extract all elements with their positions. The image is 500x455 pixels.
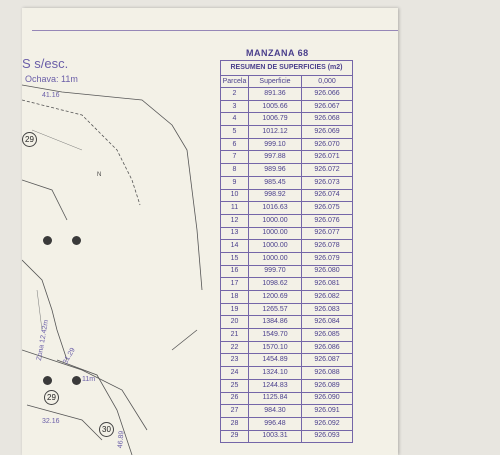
surface-cell: 999.10 — [249, 138, 302, 151]
lot-number-30: 30 — [99, 422, 114, 437]
surface-cell: 1000.00 — [249, 227, 302, 240]
table-row — [221, 189, 353, 202]
code-cell: 926.088 — [302, 367, 353, 380]
code-cell: 926.092 — [302, 417, 353, 430]
table-row — [221, 164, 353, 177]
parcel-cell: 9 — [221, 176, 249, 189]
surface-cell: 1012.12 — [249, 126, 302, 139]
surface-cell: 1005.66 — [249, 100, 302, 113]
table-row — [221, 151, 353, 164]
parcel-cell: 4 — [221, 113, 249, 126]
code-cell: 926.075 — [302, 202, 353, 215]
surface-cell: 999.70 — [249, 265, 302, 278]
table-row — [221, 417, 353, 430]
parcel-cell: 14 — [221, 240, 249, 253]
surface-cell: 1570.10 — [249, 341, 302, 354]
code-cell: 926.093 — [302, 430, 353, 443]
code-cell: 926.083 — [302, 303, 353, 316]
code-cell: 926.071 — [302, 151, 353, 164]
code-cell: 926.068 — [302, 113, 353, 126]
table-row — [221, 113, 353, 126]
parcel-cell: 23 — [221, 354, 249, 367]
parcel-cell: 6 — [221, 138, 249, 151]
parcel-cell: 27 — [221, 405, 249, 418]
parcel-cell: 16 — [221, 265, 249, 278]
surface-cell: 891.36 — [249, 88, 302, 101]
table-row — [221, 303, 353, 316]
code-cell: 926.089 — [302, 379, 353, 392]
table-row — [221, 88, 353, 101]
surface-cell: 1244.83 — [249, 379, 302, 392]
plot-map — [22, 30, 220, 455]
table-row — [221, 316, 353, 329]
parcel-cell: 13 — [221, 227, 249, 240]
code-cell: 926.077 — [302, 227, 353, 240]
surface-cell: 1125.84 — [249, 392, 302, 405]
table-heading: RESUMEN DE SUPERFICIES (m2) — [221, 61, 353, 76]
code-cell: 926.076 — [302, 214, 353, 227]
parcel-cell: 20 — [221, 316, 249, 329]
map-dim-6: 11m — [82, 376, 96, 383]
lot-number-29-bottom: 29 — [44, 390, 59, 405]
code-cell: 926.086 — [302, 341, 353, 354]
code-cell: 926.066 — [302, 88, 353, 101]
column-header: Superficie — [249, 76, 302, 88]
parcel-cell: 17 — [221, 278, 249, 291]
table-row — [221, 227, 353, 240]
surface-cell: 985.45 — [249, 176, 302, 189]
table-row — [221, 341, 353, 354]
code-cell: 926.080 — [302, 265, 353, 278]
surface-cell: 998.92 — [249, 189, 302, 202]
surface-cell: 1454.89 — [249, 354, 302, 367]
surface-cell: 1265.57 — [249, 303, 302, 316]
code-cell: 926.087 — [302, 354, 353, 367]
code-cell: 926.082 — [302, 291, 353, 304]
binder-hole — [43, 236, 52, 245]
parcel-cell: 21 — [221, 329, 249, 342]
code-cell: 926.073 — [302, 176, 353, 189]
table-row — [221, 202, 353, 215]
surface-cell: 989.96 — [249, 164, 302, 177]
parcel-cell: 22 — [221, 341, 249, 354]
surface-summary-table — [220, 60, 353, 443]
surface-cell: 1003.31 — [249, 430, 302, 443]
parcel-cell: 3 — [221, 100, 249, 113]
table-row — [221, 176, 353, 189]
code-cell: 926.084 — [302, 316, 353, 329]
parcel-cell: 25 — [221, 379, 249, 392]
parcel-cell: 10 — [221, 189, 249, 202]
parcel-cell: 29 — [221, 430, 249, 443]
map-label-top: S s/esc. — [22, 56, 69, 71]
code-cell: 926.070 — [302, 138, 353, 151]
table-row — [221, 291, 353, 304]
surface-cell: 1098.62 — [249, 278, 302, 291]
table-row — [221, 240, 353, 253]
table-row — [221, 252, 353, 265]
code-cell: 926.090 — [302, 392, 353, 405]
parcel-cell: 28 — [221, 417, 249, 430]
table-row — [221, 329, 353, 342]
lot-number-29-top: 29 — [22, 132, 37, 147]
table-row — [221, 430, 353, 443]
code-cell: 926.078 — [302, 240, 353, 253]
binder-hole — [72, 376, 81, 385]
code-cell: 926.081 — [302, 278, 353, 291]
parcel-cell: 19 — [221, 303, 249, 316]
map-north: N — [97, 172, 102, 178]
surface-cell: 1000.00 — [249, 214, 302, 227]
table-row — [221, 265, 353, 278]
parcel-cell: 11 — [221, 202, 249, 215]
parcel-cell: 15 — [221, 252, 249, 265]
map-dim-4: 32.16 — [42, 418, 60, 425]
table-row — [221, 405, 353, 418]
surface-cell: 1006.79 — [249, 113, 302, 126]
table-row — [221, 138, 353, 151]
surface-cell: 1000.00 — [249, 252, 302, 265]
binder-hole — [43, 376, 52, 385]
code-cell: 926.085 — [302, 329, 353, 342]
table-row — [221, 354, 353, 367]
code-cell: 926.074 — [302, 189, 353, 202]
map-dim-5: 46.89 — [117, 430, 126, 449]
code-cell: 926.069 — [302, 126, 353, 139]
map-dim-2: Zona 12.42m — [36, 319, 51, 362]
table-row — [221, 278, 353, 291]
parcel-cell: 2 — [221, 88, 249, 101]
code-cell: 926.072 — [302, 164, 353, 177]
surface-cell: 1549.70 — [249, 329, 302, 342]
parcel-cell: 12 — [221, 214, 249, 227]
parcel-cell: 18 — [221, 291, 249, 304]
surface-cell: 1200.69 — [249, 291, 302, 304]
column-header: Parcela — [221, 76, 249, 88]
parcel-cell: 24 — [221, 367, 249, 380]
parcel-cell: 7 — [221, 151, 249, 164]
surface-cell: 1384.86 — [249, 316, 302, 329]
surface-cell: 984.30 — [249, 405, 302, 418]
map-dim-1: 41.16 — [42, 92, 60, 99]
surface-cell: 1016.63 — [249, 202, 302, 215]
code-cell: 926.067 — [302, 100, 353, 113]
code-cell: 926.091 — [302, 405, 353, 418]
table-row — [221, 392, 353, 405]
table-row — [221, 367, 353, 380]
surface-cell: 1324.10 — [249, 367, 302, 380]
code-cell: 926.079 — [302, 252, 353, 265]
binder-hole — [72, 236, 81, 245]
parcel-cell: 8 — [221, 164, 249, 177]
surface-cell: 996.48 — [249, 417, 302, 430]
parcel-cell: 26 — [221, 392, 249, 405]
table-row — [221, 379, 353, 392]
map-dim-3: 31.29 — [62, 346, 77, 366]
surface-cell: 997.88 — [249, 151, 302, 164]
parcel-cell: 5 — [221, 126, 249, 139]
table-title: MANZANA 68 — [246, 48, 309, 58]
table-row — [221, 126, 353, 139]
table-row — [221, 100, 353, 113]
column-header: 0,000 — [302, 76, 353, 88]
surface-cell: 1000.00 — [249, 240, 302, 253]
table-row — [221, 214, 353, 227]
map-label-ochava: Ochava: 11m — [25, 74, 78, 84]
